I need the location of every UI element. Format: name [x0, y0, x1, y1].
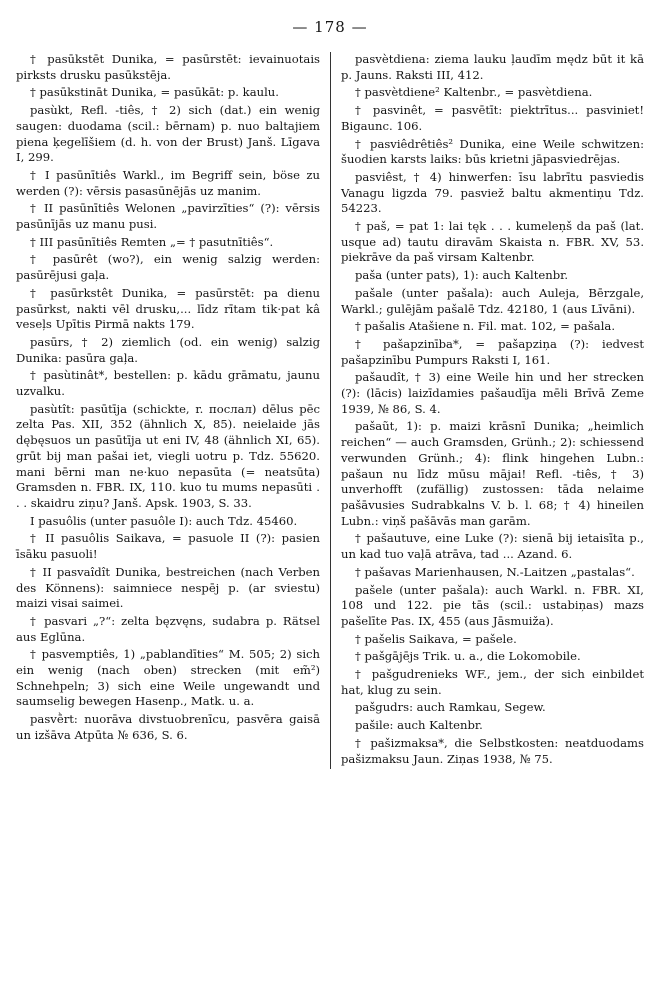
dictionary-entry: paša (unter pats), 1): auch Kaltenbr. [355, 268, 569, 283]
dictionary-entry: pasvḕrt: nuorāva divstuobrenīcu, pasvēra gaisā un izšāva Atpūta № 636, S. 6. [16, 712, 320, 742]
dictionary-entry: pašale (unter pašala): auch Auleja, Bērzgale, Warkl.; gulējām pašalē Tdz. 42180, 1 (aus Līvāni). [341, 285, 644, 316]
dictionary-entry: pasviêst, † 4) hinwerfen: īsu labrītu pasviedis Vanagu ligzda 79. pasviež baltu akmentiņu Tdz. 54223. [341, 169, 644, 216]
dictionary-entry: † pasūrêt (wo?), ein wenig salzig werden: pasūrējusi gaļa. [16, 252, 320, 283]
dictionary-entry: † pašautuve, eine Luke (?): sienā bij ietaisīta p., un kad tuo vaļā atrāva, tad ... Azand. 6. [341, 531, 644, 562]
dictionary-entry: I pasuôlis (unter pasuôle I): auch Tdz. 45460. [30, 513, 298, 528]
dictionary-entry: † pasviêdrêtiês² Dunika, eine Weile schwitzen: šuodien karsts laiks: būs krietni jāpasviedrējas. [341, 136, 644, 167]
page-number: — 178 — [292, 18, 368, 36]
dictionary-entry: pašaũt, 1): p. maizi krāsnī Dunika; „heimlich reichen“ — auch Gramsden, Grünh.; 2): schiessend verwunden Grünh.; 4): flink hingehen Lubn.: pašaun nu līdz mūsu mājai! Refl. -tiês, † 3) unverhofft (zufällig) zustossen: tāda nelaime pašāvusies Sudrabkalns V. b. l. 68; † 4) hineilen Lubn.: viņš pašāvās man garām. [341, 419, 644, 528]
dictionary-entry: pasūrs, † 2) ziemlich (od. ein wenig) salzig Dunika: pasūra gaļa. [16, 334, 320, 365]
dictionary-entry: † pašavas Marienhausen, N.-Laitzen „pastalas“. [355, 564, 635, 579]
dictionary-entry: † III pasūnītiês Remten „= † pasutnītiês“. [30, 234, 274, 249]
dictionary-entry: † pasùtinât*, bestellen: p. kādu grāmatu, jaunu uzvalku. [16, 368, 320, 399]
dictionary-entry: † pašgudrenieks WF., jem., der sich einbildet hat, klug zu sein. [341, 667, 644, 697]
dictionary-entry: † pašgājējs Trik. u. a., die Lokomobile. [355, 649, 581, 664]
dictionary-entry: † pašapzinība*, = pašapziņa (?): iedvest pašapzinību Pumpurs Raksti I, 161. [341, 336, 644, 367]
dictionary-entry: pasùtît: pasūtīja (schickte, r. послал) dēlus pēc zelta Pas. XII, 352 (ähnlich X, 85). neielaide jās dębęsuos un pasūtīja ut eni IV, 48 (ähnlich XI, 65). grūt bij man pašai iet, viegli uotru p. Tdz. 55620. mani bērni man ne·kuo nepasūta (= neatsūta) Gramsden n. FBR. IX, 110. kuo tu mums nepasūti . . . skaidru ziņu? Janš. Apsk. 1903, S. 33. [16, 401, 320, 510]
dictionary-entry: † pasūkstināt Dunika, = pasūkāt: p. kaulu. [30, 85, 279, 100]
right-column [330, 52, 644, 769]
dictionary-entry: † pasūrkstêt Dunika, = pasūrstēt: pa dienu pasūrkst, nakti vēl drusku,... līdz rītam tik·pat kâ veseļs Upītis Pirmā nakts 179. [16, 285, 320, 332]
left-column [16, 52, 330, 769]
dictionary-entry: pasùkt, Refl. -tiês, † 2) sich (dat.) ein wenig saugen: duodama (scil.: bērnam) p. nuo baltajiem piena ķegelīšiem (d. h. von der Brust) Janš. Līgava I, 299. [16, 103, 320, 165]
two-column-body [16, 52, 644, 769]
dictionary-entry: † I pasūnītiês Warkl., im Begriff sein, böse zu werden (?): vērsis pasasūnējās uz manim. [16, 167, 320, 198]
dictionary-entry: † II pasuôlis Saikava, = pasuole II (?): pasien īsāku pasuoli! [16, 531, 320, 562]
dictionary-entry: † pašalis Atašiene n. Fil. mat. 102, = pašala. [355, 319, 616, 334]
dictionary-entry: † pasvinêt, = pasvētīt: piektrītus... pasviniet! Bigaunc. 106. [341, 103, 644, 133]
dictionary-entry: † pasvemptiês, 1) „pablandīties“ M. 505; 2) sich ein wenig (nach oben) strecken (mit em̃²) Schnehpeln; 3) sich eine Weile ungewandt und saumselig bewegen Hasenp., Matk. u. a. [16, 647, 320, 709]
dictionary-entry: † pašizmaksa*, die Selbstkosten: neatduodams pašizmaksu Jaun. Ziņas 1938, № 75. [341, 735, 644, 766]
dictionary-entry: † pasvari „?“: zelta bęzvęns, sudabra p. Rätsel aus Eglūna. [16, 613, 320, 644]
dictionary-entry: pašgudrs: auch Ramkau, Segew. [355, 700, 546, 715]
dictionary-entry: pašele (unter pašala): auch Warkl. n. FBR. XI, 108 und 122. pie tās (scil.: ustabiņas) mazs pašelīte Pas. IX, 455 (aus Jāsmuiža). [341, 582, 644, 628]
dictionary-entry: † II pasvaîdît Dunika, bestreichen (nach Verben des Könnens): saimniece nespēj p. (ar sviestu) maizi visai saimei. [16, 564, 320, 611]
dictionary-entry: † II pasūnītiês Welonen „pavirzīties“ (?): vērsis pasūnījās uz manu pusi. [16, 201, 320, 232]
dictionary-entry: † pasvètdiene² Kaltenbr., = pasvètdiena. [355, 85, 593, 100]
dictionary-entry: † pasūkstēt Dunika, = pasūrstēt: ievainuotais pirksts drusku pasūkstēja. [16, 52, 320, 82]
dictionary-entry: pasvètdiena: ziema lauku ļaudīm mędz būt it kā p. Jauns. Raksti III, 412. [341, 52, 644, 82]
dictionary-entry: pašaudît, † 3) eine Weile hin und her strecken (?): (lācis) laizīdamies pašaudīja mēli Brīvā Zeme 1939, № 86, S. 4. [341, 370, 644, 416]
dictionary-entry: pašile: auch Kaltenbr. [355, 718, 483, 733]
dictionary-entry: † paš, = pat 1: lai tęk . . . kumeleņš da paš (lat. usque ad) tautu diravām Skaista n. FBR. XV, 53. piekrāve da paš virsam Kaltenbr. [341, 219, 644, 265]
dictionary-entry: † pašelis Saikava, = pašele. [355, 631, 517, 646]
